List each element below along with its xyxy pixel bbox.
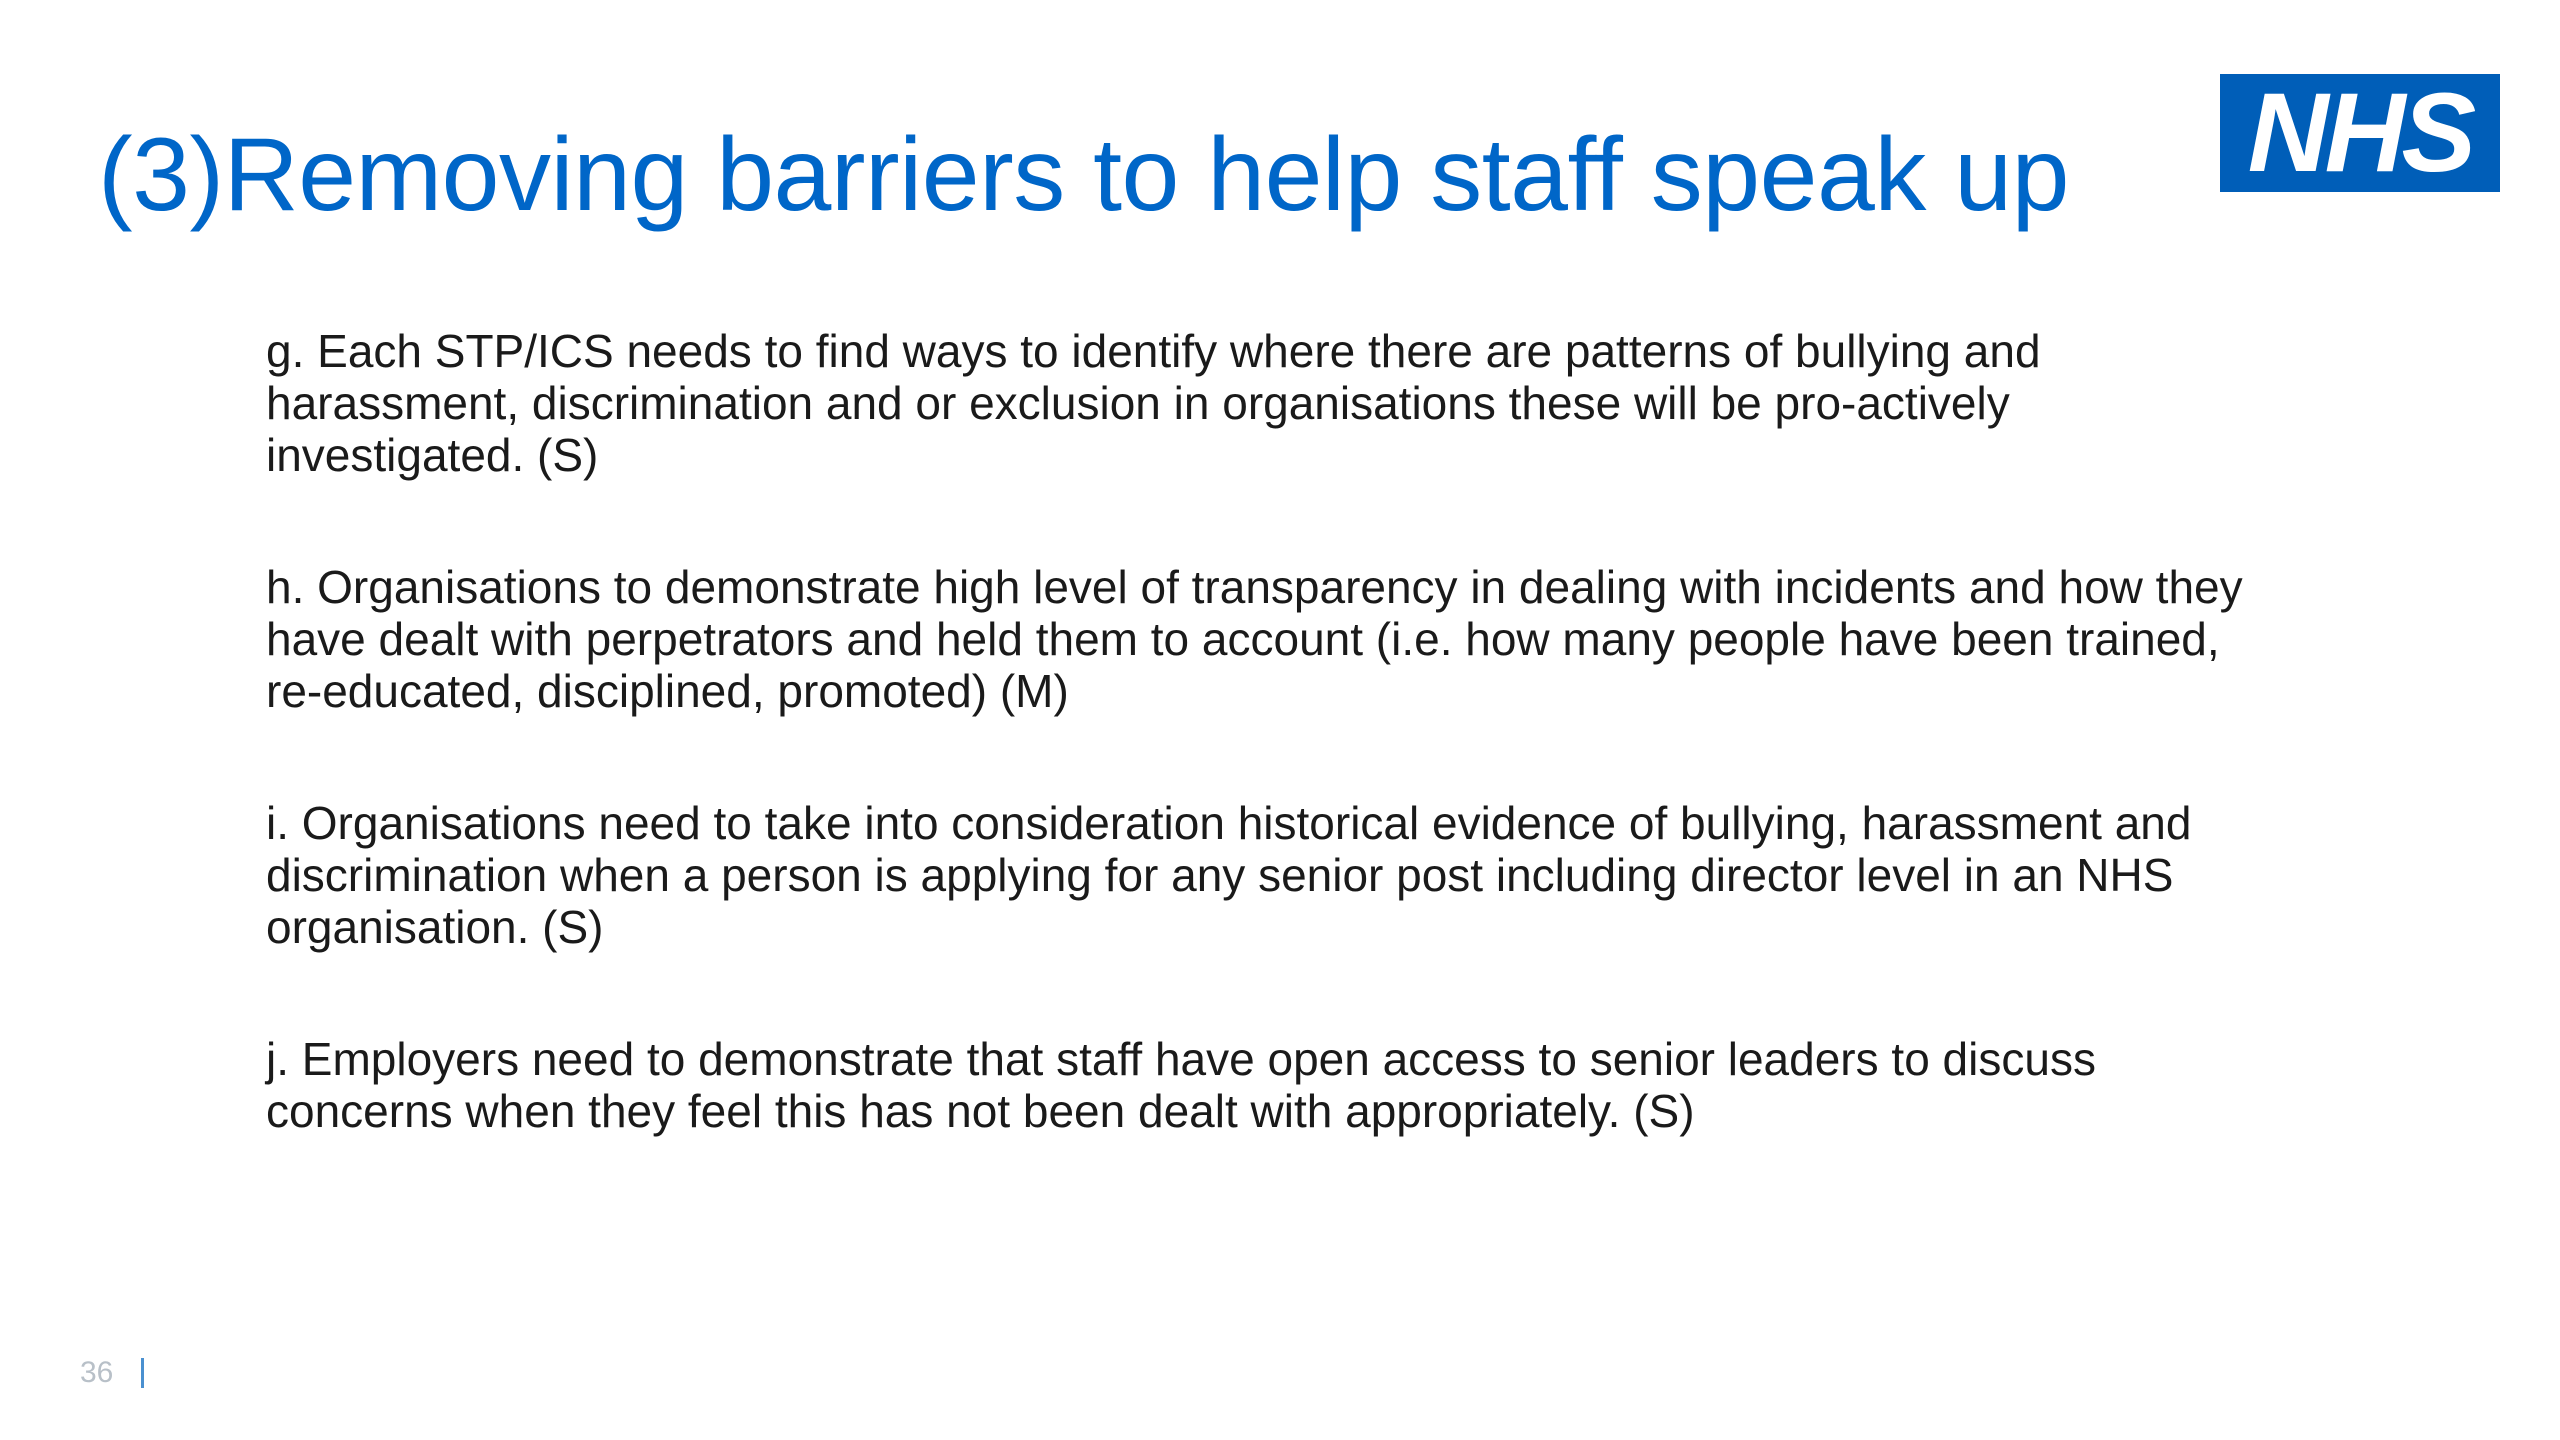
paragraph-g: g. Each STP/ICS needs to find ways to identify where there are patterns of bullying and harassment, discrimination and or exclusion in organisations these will be pro-actively investigated. (S) <box>266 325 2041 481</box>
page-number: 36 <box>80 1356 114 1389</box>
slide-footer <box>80 1356 144 1390</box>
paragraph-h: h. Organisations to demonstrate high level of transparency in dealing with incidents and how they have dealt with perpetrators and held them to account (i.e. how many people have been trained, re-educated, disciplined, promoted) (M) <box>266 561 2243 717</box>
footer-divider <box>141 1358 144 1388</box>
paragraph-i: i. Organisations need to take into consideration historical evidence of bullying, harassment and discrimination when a person is applying for any senior post including director level in an NHS organisation. (S) <box>266 797 2192 953</box>
nhs-logo <box>2220 70 2500 195</box>
slide-title: (3)Removing barriers to help staff speak up <box>98 117 2069 233</box>
paragraph-j: j. Employers need to demonstrate that staff have open access to senior leaders to discuss concerns when they feel this has not been dealt with appropriately. (S) <box>266 1033 2096 1137</box>
nhs-logo-text: NHS <box>2247 70 2473 195</box>
slide-body <box>266 325 2266 1217</box>
